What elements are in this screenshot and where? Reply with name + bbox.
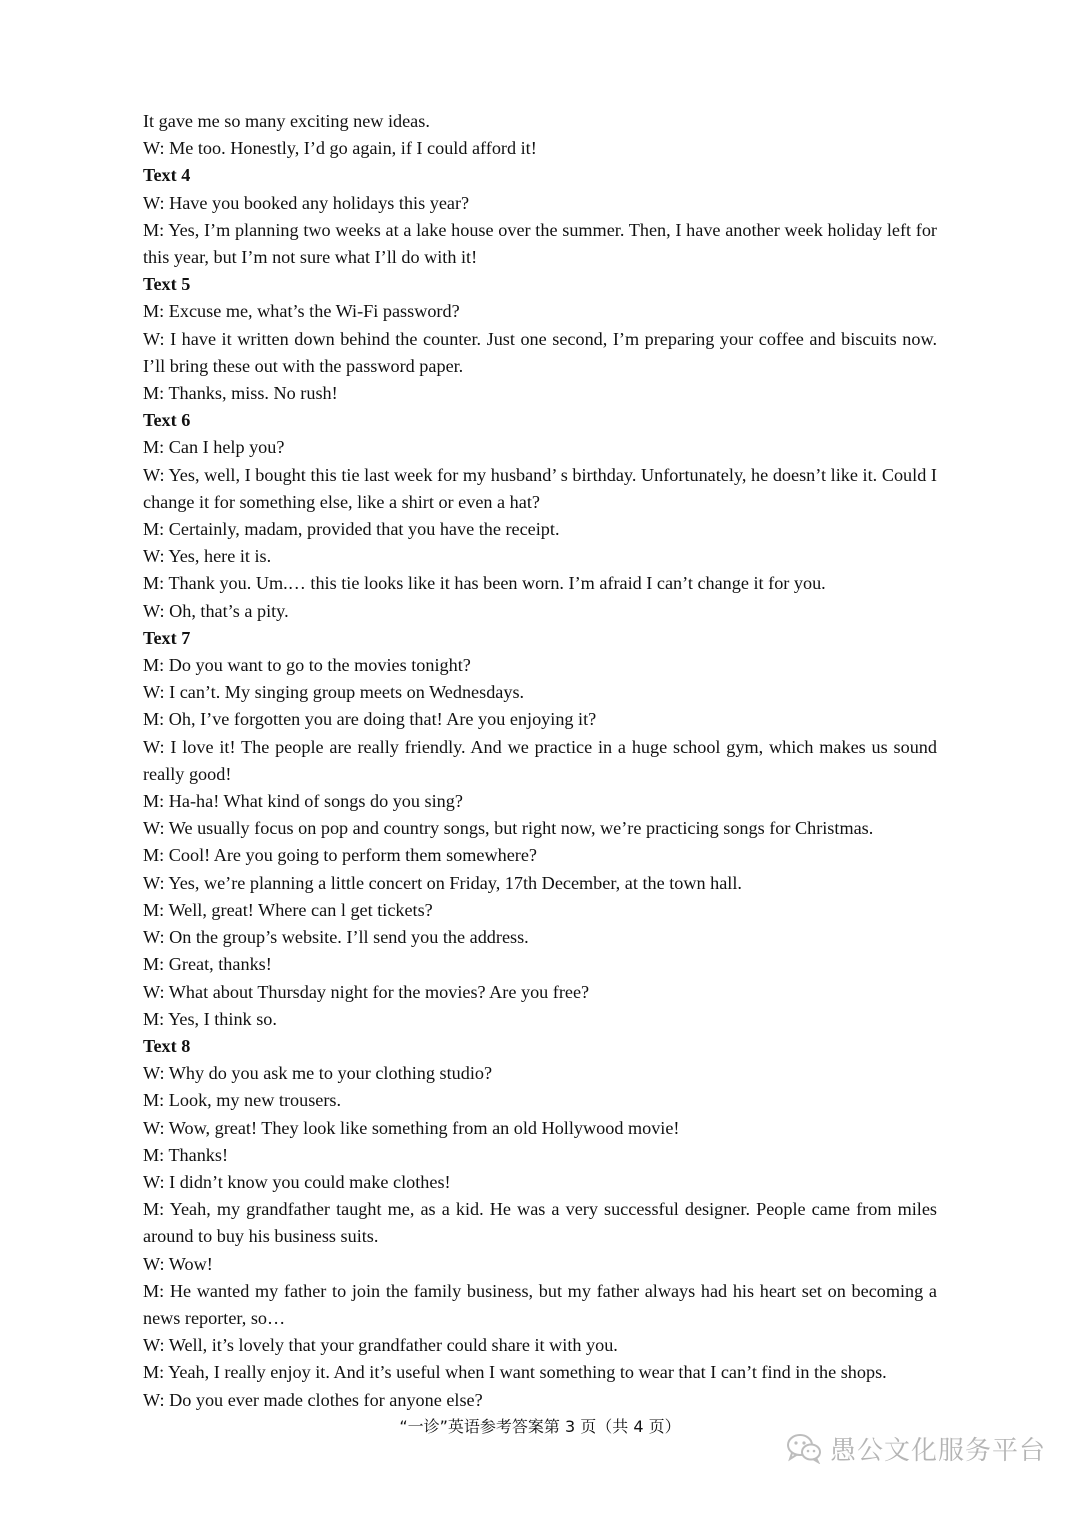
- dialogue-line: W: On the group’s website. I’ll send you the address.: [143, 927, 529, 948]
- dialogue-line: W: Me too. Honestly, I’d go again, if I could afford it!: [143, 138, 537, 159]
- dialogue-line: W: We usually focus on pop and country songs, but right now, we’re practicing songs for Christmas.: [143, 818, 874, 839]
- dialogue-line: M: Oh, I’ve forgotten you are doing that! Are you enjoying it?: [143, 709, 597, 730]
- section-heading: Text 7: [143, 627, 191, 648]
- dialogue-line: M: Cool! Are you going to perform them somewhere?: [143, 845, 537, 866]
- dialogue-line: M: Do you want to go to the movies tonight?: [143, 655, 471, 676]
- dialogue-line: It gave me so many exciting new ideas.: [143, 111, 430, 131]
- dialogue-line: W: Well, it’s lovely that your grandfather could share it with you.: [143, 1335, 618, 1356]
- dialogue-line: W: I love it! The people are really friendly. And we practice in a huge school gym, which makes us sound really good!: [143, 736, 937, 784]
- dialogue-line: M: Can I help you?: [143, 437, 285, 458]
- dialogue-line: M: Great, thanks!: [143, 954, 272, 975]
- dialogue-line: M: Thank you. Um.… this tie looks like it has been worn. I’m afraid I can’t change it for you.: [143, 573, 826, 594]
- dialogue-line: M: Thanks!: [143, 1144, 229, 1165]
- dialogue-line: M: Thanks, miss. No rush!: [143, 383, 338, 404]
- dialogue-line: M: Look, my new trousers.: [143, 1090, 342, 1111]
- dialogue-line: M: Yes, I’m planning two weeks at a lake house over the summer. Then, I have another week holiday left for this year, but I’m not sure what I’ll do with it!: [143, 219, 937, 268]
- dialogue-line: W: I can’t. My singing group meets on Wednesdays.: [143, 682, 525, 703]
- dialogue-line: W: I didn’t know you could make clothes!: [143, 1171, 451, 1192]
- dialogue-line: M: Certainly, madam, provided that you have the receipt.: [143, 519, 560, 540]
- section-heading: Text 6: [143, 410, 191, 431]
- dialogue-line: M: Ha-ha! What kind of songs do you sing?: [143, 791, 463, 812]
- dialogue-line: M: Yeah, my grandfather taught me, as a kid. He was a very successful designer. People came from miles around to buy his business suits.: [143, 1199, 937, 1247]
- dialogue-line: M: He wanted my father to join the family business, but my father always had his heart set on becoming a news reporter, so…: [143, 1280, 937, 1328]
- watermark: [786, 1428, 1046, 1468]
- dialogue-line: W: Why do you ask me to your clothing studio?: [143, 1063, 493, 1084]
- dialogue-line: M: Yeah, I really enjoy it. And it’s useful when I want something to wear that I can’t find in the shops.: [143, 1362, 887, 1383]
- dialogue-line: W: Yes, here it is.: [143, 546, 272, 567]
- section-heading: Text 4: [143, 165, 191, 186]
- section-heading: Text 5: [143, 274, 191, 295]
- dialogue-line: W: Do you ever made clothes for anyone else?: [143, 1389, 483, 1410]
- transcript-body: [143, 108, 937, 1414]
- section-heading: Text 8: [143, 1035, 191, 1056]
- page-footer: “一诊”英语参考答案第 3 页（共 4 页）: [399, 1417, 681, 1436]
- dialogue-line: W: Have you booked any holidays this year?: [143, 192, 470, 213]
- dialogue-line: M: Yes, I think so.: [143, 1008, 277, 1029]
- dialogue-line: W: I have it written down behind the counter. Just one second, I’m preparing your coffee and biscuits now. I’ll bring these out with the password paper.: [143, 328, 937, 376]
- dialogue-line: W: Wow, great! They look like something from an old Hollywood movie!: [143, 1117, 680, 1138]
- wechat-icon: [786, 1432, 822, 1464]
- dialogue-line: W: Yes, we’re planning a little concert on Friday, 17th December, at the town hall.: [143, 872, 742, 893]
- dialogue-line: W: What about Thursday night for the movies? Are you free?: [143, 981, 590, 1002]
- dialogue-line: W: Wow!: [143, 1253, 213, 1274]
- dialogue-line: M: Well, great! Where can l get tickets?: [143, 899, 433, 920]
- dialogue-line: M: Excuse me, what’s the Wi-Fi password?: [143, 301, 460, 322]
- dialogue-line: W: Oh, that’s a pity.: [143, 600, 289, 621]
- dialogue-line: W: Yes, well, I bought this tie last week for my husband’ s birthday. Unfortunately, he doesn’t like it. Could I change it for something else, like a shirt or even a hat?: [143, 464, 937, 512]
- watermark-text: 愚公文化服务平台: [830, 1435, 1047, 1466]
